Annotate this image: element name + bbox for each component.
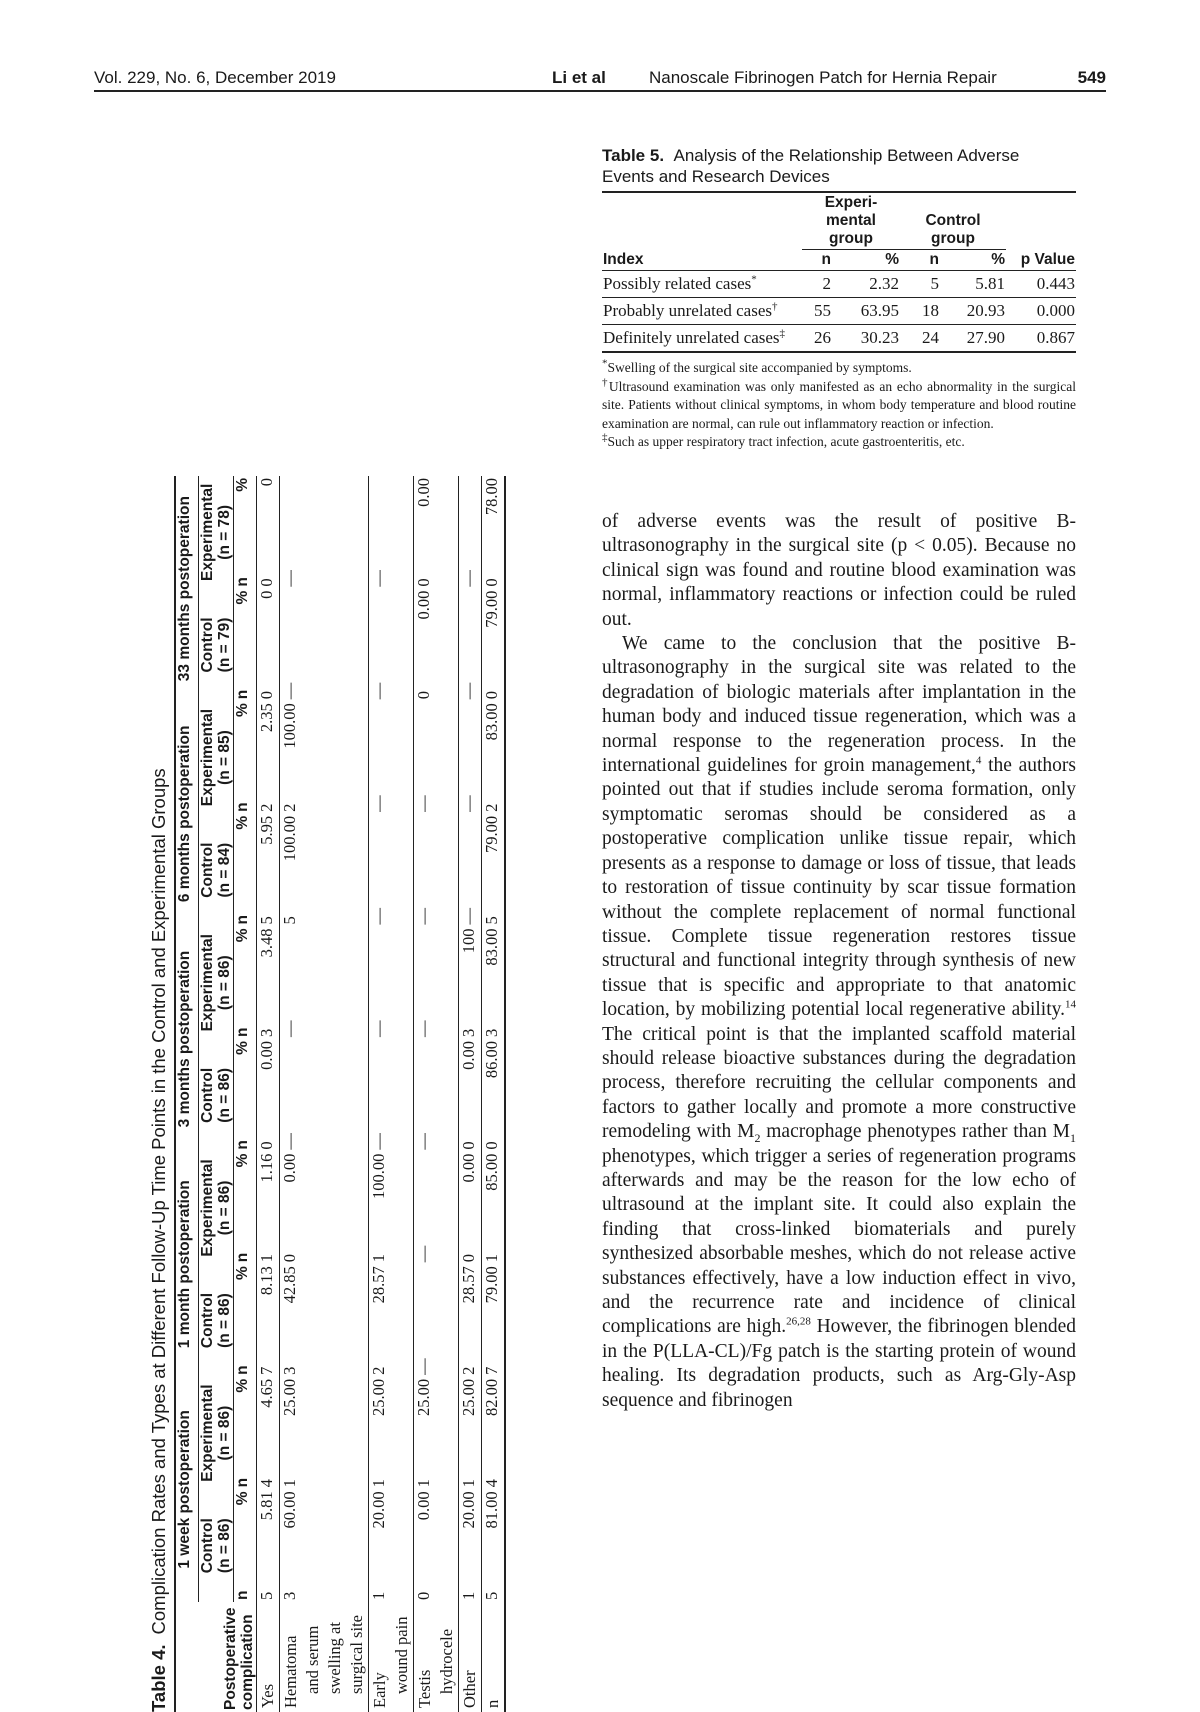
col-n: n [234, 1365, 251, 1375]
col-n: n [234, 1027, 251, 1038]
table-cell: 8.13 [257, 1266, 276, 1296]
group-header [199, 589, 234, 702]
row-label [482, 1602, 506, 1712]
table-cell [414, 1264, 459, 1320]
col-pct: % [234, 815, 251, 830]
table-cell [414, 1152, 459, 1208]
col-n: n [802, 250, 832, 271]
table-cell: 3 [280, 1321, 369, 1377]
table-cell: 2 [802, 271, 832, 298]
group-header [199, 1489, 234, 1602]
table-cell [369, 589, 414, 645]
table-cell: 2 [280, 758, 369, 814]
table-cell: 3 [257, 1028, 276, 1038]
table-cell: 85.00 [482, 1152, 506, 1208]
table-cell: 42.85 [280, 1264, 369, 1320]
table-4 [148, 476, 510, 1712]
table-cell: 25.00 [280, 1377, 369, 1433]
table-cell [280, 1039, 369, 1095]
table-cell: — [459, 645, 482, 701]
paragraph: of adverse events was the result of positive B-ultrasonography in the surgical site (p < 0.05). Because no clinical sign was found and routine blood examination was normal, inflammatory reactions or infection could be ruled out. [602, 511, 1076, 630]
table-cell: — [369, 645, 414, 701]
table-cell: 4 [482, 1433, 506, 1489]
table-cell: — [459, 758, 482, 814]
table-row [602, 271, 1076, 298]
group-header [199, 1377, 234, 1490]
table-cell: 4.65 [257, 1378, 276, 1408]
table-cell: — [369, 1095, 414, 1151]
row-index [602, 325, 802, 353]
table-cell: 0.00 [257, 1041, 276, 1070]
table-cell: 5.95 [257, 815, 276, 845]
table-cell: 100.00 [280, 814, 369, 870]
table-cell: — [280, 1095, 369, 1151]
table-cell: 0.00 [414, 1489, 459, 1545]
table-cell: 0.00 [459, 1152, 482, 1208]
table-cell: 0 [414, 645, 459, 701]
table-cell: 5 [900, 271, 940, 298]
table-cell: — [369, 532, 414, 588]
table-cell: — [369, 983, 414, 1039]
row-label [414, 1602, 459, 1712]
table-cell: 28.57 [459, 1264, 482, 1320]
col-pct: % [234, 1153, 251, 1168]
table-cell: 30.23 [832, 325, 900, 353]
table-cell: 0.00 [414, 589, 459, 645]
table-cell: — [414, 758, 459, 814]
col-pct: % [234, 590, 251, 605]
row-index-label: Definitely unrelated cases [603, 328, 780, 347]
table-cell: 1 [459, 1546, 482, 1602]
group-header [199, 926, 234, 1039]
table-cell: 0 [257, 578, 276, 587]
table-cell: 100.00 [369, 1152, 414, 1208]
table-cell [369, 1039, 414, 1095]
note: †Ultrasound examination was only manifested as an echo abnormality in the surgical site. Patients without clinical symptoms, in whom body temperature and blood routine examination are normal, can rule out inflammatory reaction or infection. [602, 376, 1076, 431]
table-cell: 25.00 [459, 1377, 482, 1433]
table-cell: 1 [369, 1433, 414, 1489]
footnote-mark: * [751, 273, 757, 286]
table-5-caption: Table 5. Analysis of the Relationship Between Adverse Events and Research Devices [602, 146, 1020, 186]
header-authors: Li et al [552, 68, 606, 87]
row-label-line: wound pain [392, 1616, 411, 1694]
table-cell: 20.00 [459, 1489, 482, 1545]
table-cell: 7 [482, 1321, 506, 1377]
col-n: n [900, 250, 940, 271]
table-cell: 0.00 [459, 1039, 482, 1095]
table-cell [459, 589, 482, 645]
table-row [280, 476, 369, 1712]
col-n: n [234, 577, 251, 587]
table-cell: 81.00 [482, 1489, 506, 1545]
note: ‡Such as upper respiratory tract infection, acute gastroenteritis, etc. [602, 431, 965, 449]
table-cell: 79.00 [482, 589, 506, 645]
group-size: (n = 86) [216, 955, 233, 1011]
group-size: (n = 86) [216, 1293, 233, 1348]
table-cell: — [369, 758, 414, 814]
table-cell [369, 701, 414, 757]
table-row [482, 476, 506, 1712]
table-cell: — [414, 1095, 459, 1151]
group-name: Experimental [199, 483, 216, 582]
table-5 [602, 145, 1076, 452]
table-cell: — [414, 870, 459, 926]
col-p-value: p Value [1006, 250, 1076, 271]
row-label [280, 1602, 369, 1712]
table-cell: — [414, 1208, 459, 1264]
row-label-line: n [483, 1699, 502, 1708]
table-cell: 3 [459, 983, 482, 1039]
table-cell [280, 476, 369, 532]
group-size: (n = 84) [216, 842, 233, 898]
table-cell: 0 [482, 1095, 506, 1151]
group-header [199, 814, 234, 927]
running-header [94, 66, 1106, 92]
table-cell: 2 [459, 1321, 482, 1377]
group-size: (n = 86) [216, 1518, 233, 1574]
table-cell: 0 [257, 478, 276, 487]
group-name: Control [199, 1067, 216, 1123]
table-cell: 3.48 [257, 928, 276, 958]
table-cell: 1 [280, 1433, 369, 1489]
table-cell: 1 [459, 1433, 482, 1489]
table-cell: 5 [257, 1591, 276, 1600]
table-cell: 0 [257, 1141, 276, 1150]
row-label-line: Early [370, 1672, 389, 1708]
page-number: 549 [1077, 68, 1106, 87]
group-name: Control [199, 1518, 216, 1574]
table-cell [459, 701, 482, 757]
table-cell: 1 [257, 1253, 276, 1263]
col-pct: % [234, 478, 251, 492]
table-cell: 100 [459, 926, 482, 982]
row-header: Postoperative complication [222, 1607, 256, 1710]
group-size: (n = 86) [216, 1067, 233, 1123]
table-cell: 2 [369, 1321, 414, 1377]
group-name: Control [199, 617, 216, 673]
table-cell: 0 [459, 1095, 482, 1151]
note: *Swelling of the surgical site accompanied by symptoms. [602, 357, 912, 375]
row-label-line: Hematoma [281, 1635, 300, 1708]
table-cell: 2.32 [832, 271, 900, 298]
table-cell [414, 926, 459, 982]
table-cell: 5 [482, 1546, 506, 1602]
table-cell [280, 926, 369, 982]
paragraph: We came to the conclusion that the positive B-ultrasonography in the surgical site was related to the degradation of biologic materials after implantation in the human body and induced tissue regeneration, which was a normal response to the regeneration process. In the international guidelines for groin management,$^4$ the authors pointed out that if studies include seroma formation, only symptomatic seromas should be considered as a postoperative complication unlike tissue repair, which presents as a response to damage or loss of tissue, that leads to restoration of tissue continuity by scar tissue formation without the complete replacement of normal functional tissue. Complete tissue regeneration restores tissue structural and functional integrity through synthesis of new tissue that is specific and appropriate to that anatomic location, by mobilizing potential local regenerative ability.$^{14}$ The critical point is that the implanted scaffold material should release bioactive substances during the degradation process, therefore recruiting the cellular components and factors to gather locally and promote a more constructive remodeling with $M_2$ macrophage phenotypes rather than $M_1$ phenotypes, which trigger a series of regeneration programs afterwards and may be the reason for the low echo of ultrasound at the implant site. It could also explain the finding that cross-linked biomaterials and purely synthesized absorbable meshes, which do not release active substances effectively, have a low induction effect in vivo, and the recurrence rate and incidence of clinical complications are high.$^{26,28}$ However, the fibrinogen blended in the P(LLA-CL)/Fg patch is the starting protein of wound healing. Its degradation products, such as Arg-Gly-Asp sequence and fibrinogen [602, 633, 1076, 1411]
table-cell: 20.93 [940, 298, 1006, 325]
group-name: Control [199, 842, 216, 898]
group-name: Experimental [199, 1384, 216, 1482]
table-cell: 0 [482, 645, 506, 701]
col-index: Index [602, 250, 802, 271]
table-cell: 0 [414, 1546, 459, 1602]
table-cell: — [280, 532, 369, 588]
table-cell: 5 [257, 916, 276, 925]
table-cell [414, 701, 459, 757]
table-cell: 1 [369, 1208, 414, 1264]
group-size: (n = 85) [216, 730, 233, 785]
table-cell [369, 814, 414, 870]
col-pct: % [234, 1491, 251, 1506]
group-header [199, 1039, 234, 1152]
table-cell: 4 [257, 1479, 276, 1488]
row-label-line: hydrocele [437, 1628, 456, 1694]
table-cell: 27.90 [940, 325, 1006, 353]
group-size: (n = 86) [216, 1180, 233, 1236]
table-cell [459, 814, 482, 870]
table-cell: 0 [482, 532, 506, 588]
table-cell: 79.00 [482, 1264, 506, 1320]
table-4-caption: Table 4.Complication Rates and Types at Different Follow-Up Time Points in the Control and Experimental Groups [148, 768, 169, 1712]
table-cell: 2 [482, 758, 506, 814]
col-pct: % [832, 250, 900, 271]
row-index-label: Possibly related cases [603, 274, 752, 293]
table-cell: 25.00 [369, 1377, 414, 1433]
col-pct: % [940, 250, 1006, 271]
table-cell [369, 926, 414, 982]
col-n: n [234, 1590, 251, 1600]
table-cell: 5.81 [257, 1491, 276, 1521]
table-cell: 55 [802, 298, 832, 325]
group-header [199, 701, 234, 814]
table-row [369, 476, 414, 1712]
table-cell: — [459, 870, 482, 926]
timepoint-header: 1 week postoperation [175, 1377, 199, 1602]
table-cell: 2 [257, 803, 276, 812]
col-n: n [234, 1252, 251, 1263]
row-label [369, 1602, 414, 1712]
table-cell: 1.16 [257, 1153, 276, 1183]
table-cell: 5.81 [940, 271, 1006, 298]
row-label-line: Testis [415, 1669, 434, 1708]
table-cell: 0 [280, 1208, 369, 1264]
timepoint-header: 3 months postoperation [175, 926, 199, 1151]
group-header [199, 1264, 234, 1377]
table-cell: 0.867 [1006, 325, 1076, 353]
table-cell: 83.00 [482, 701, 506, 757]
col-n: n [234, 1140, 251, 1150]
timepoint-header: 6 months postoperation [175, 701, 199, 926]
table-row [602, 298, 1076, 325]
table-row [414, 476, 459, 1712]
table-cell: 60.00 [280, 1489, 369, 1545]
col-pct: % [234, 1378, 251, 1393]
ctrl-group-header: Control group [900, 192, 1006, 250]
table-cell: — [414, 983, 459, 1039]
exp-group-header: Experi- mental group [802, 192, 900, 250]
table-cell: — [280, 983, 369, 1039]
table-cell: 3 [280, 1546, 369, 1602]
timepoint-header: 33 months postoperation [175, 476, 199, 701]
row-index [602, 298, 802, 325]
row-index [602, 271, 802, 298]
table-cell: 24 [900, 325, 940, 353]
table-cell: 86.00 [482, 1039, 506, 1095]
table-cell: 0 [414, 532, 459, 588]
col-pct: % [234, 1266, 251, 1281]
table-cell: — [280, 645, 369, 701]
table-cell: 1 [414, 1433, 459, 1489]
table-cell: 28.57 [369, 1264, 414, 1320]
group-name: Control [199, 1292, 216, 1349]
group-name: Experimental [199, 1159, 216, 1257]
table-cell [414, 814, 459, 870]
table-cell: 20.00 [369, 1489, 414, 1545]
table-cell: 1 [369, 1546, 414, 1602]
footnote-mark: ‡ [779, 327, 786, 340]
table-5-notes [602, 359, 1076, 452]
table-cell: 83.00 [482, 926, 506, 982]
row-label [257, 1602, 280, 1712]
table-row [257, 476, 280, 1712]
row-label-line: swelling at [325, 1622, 344, 1694]
table-cell: 0.000 [1006, 298, 1076, 325]
row-label-line: Other [460, 1670, 479, 1708]
col-pct: % [234, 928, 251, 943]
table-cell: 5 [280, 870, 369, 926]
table-cell: 63.95 [832, 298, 900, 325]
row-index-label: Probably unrelated cases [603, 301, 772, 320]
header-title: Nanoscale Fibrinogen Patch for Hernia Repair [649, 68, 997, 87]
timepoint-header: 1 month postoperation [175, 1152, 199, 1377]
journal-info: Vol. 229, No. 6, December 2019 [94, 68, 336, 87]
table-cell: 7 [257, 1366, 276, 1375]
table-cell [369, 476, 414, 532]
table-cell [280, 589, 369, 645]
footnote-mark: † [772, 300, 778, 313]
row-label-line: and serum [303, 1625, 322, 1694]
group-size: (n = 79) [216, 617, 233, 673]
table-cell: 0.00 [280, 1152, 369, 1208]
table-cell [414, 1039, 459, 1095]
group-header [199, 1152, 234, 1265]
table-cell: 0.443 [1006, 271, 1076, 298]
table-cell: 1 [482, 1208, 506, 1264]
table-cell: 25.00 [414, 1377, 459, 1433]
col-pct: % [234, 703, 251, 718]
group-name: Experimental [199, 934, 216, 1032]
row-label-line: surgical site [347, 1615, 366, 1694]
group-size: (n = 86) [216, 1405, 233, 1461]
row-label [459, 1602, 482, 1712]
group-header [199, 476, 234, 589]
table-cell: 0 [257, 691, 276, 700]
table-cell: 100.00 [280, 701, 369, 757]
table-cell: 3 [482, 983, 506, 1039]
table-cell: — [459, 532, 482, 588]
group-name: Experimental [199, 708, 216, 807]
col-n: n [234, 689, 251, 700]
table-cell: 2.35 [257, 703, 276, 733]
table-cell: 82.00 [482, 1377, 506, 1433]
table-row [459, 476, 482, 1712]
table-cell: 18 [900, 298, 940, 325]
table-cell: 0.00 [414, 476, 459, 532]
table-cell: 78.00 [482, 476, 506, 532]
table-cell: 26 [802, 325, 832, 353]
table-cell: — [369, 870, 414, 926]
table-cell: 0 [459, 1208, 482, 1264]
row-label-line: Yes [258, 1683, 277, 1708]
body-text [602, 510, 1076, 1413]
col-pct: % [234, 1041, 251, 1055]
table-cell: 5 [482, 870, 506, 926]
table-cell: 79.00 [482, 814, 506, 870]
col-n: n [234, 802, 251, 812]
table-cell: 0 [257, 590, 276, 599]
col-n: n [234, 914, 251, 925]
table-cell [459, 476, 482, 532]
table-row [602, 325, 1076, 353]
group-size: (n = 78) [216, 504, 233, 560]
table-cell: — [414, 1321, 459, 1377]
col-n: n [234, 1477, 251, 1488]
